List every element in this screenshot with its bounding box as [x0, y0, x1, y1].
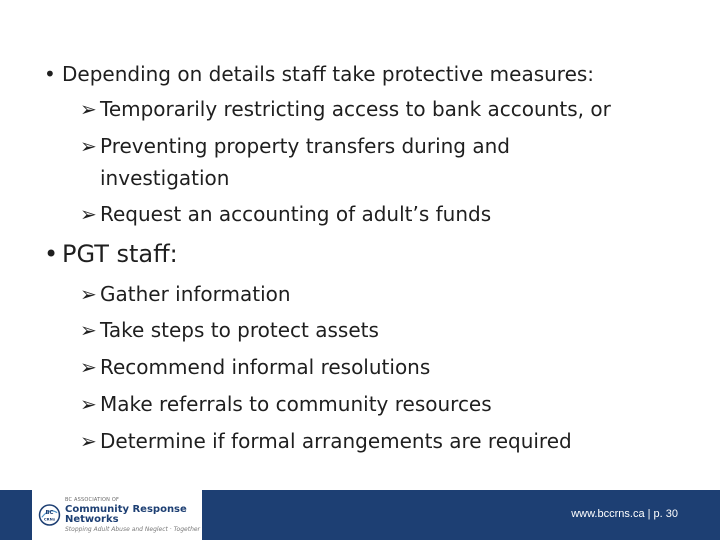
organization-logo — [32, 490, 202, 540]
subitem-1-2: ➢ Preventing property transfers during and — [80, 134, 510, 158]
subitem-2-3: ➢ Recommend informal resolutions — [80, 355, 431, 379]
logo-org-name: Community Response Networks — [64, 503, 187, 525]
arrow-bullet-icon: ➢ — [80, 134, 97, 158]
bullet-1-text: Depending on details staff take protective measures: — [62, 62, 595, 86]
arrow-bullet-icon: ➢ — [80, 392, 97, 416]
arrow-bullet-icon: ➢ — [80, 429, 97, 453]
subitem-1-1: ➢ Temporarily restricting access to bank accounts, or — [80, 97, 611, 121]
subitem-1-3: ➢ Request an accounting of adult’s funds — [80, 202, 492, 226]
subitem-2-1: ➢ Gather information — [80, 282, 291, 306]
svg-text:CRNs: CRNs — [43, 516, 56, 522]
bullet-1 — [44, 62, 594, 86]
crn-logo-icon — [38, 500, 61, 530]
bullet-2-text: PGT staff: — [62, 240, 178, 268]
footer-bar — [0, 490, 720, 540]
svg-text:BC: BC — [45, 510, 54, 517]
arrow-bullet-icon: ➢ — [80, 97, 97, 121]
logo-text — [65, 498, 202, 533]
arrow-bullet-icon: ➢ — [80, 202, 97, 226]
bullet-2 — [44, 240, 178, 268]
subitem-2-5: ➢ Determine if formal arrangements are required — [80, 429, 572, 453]
subitem-2-4: ➢ Make referrals to community resources — [80, 392, 492, 416]
arrow-bullet-icon: ➢ — [80, 355, 97, 379]
footer-url-page: www.bccrns.ca | p. 30 — [571, 508, 678, 520]
subitem-2-2: ➢ Take steps to protect assets — [80, 318, 379, 342]
arrow-bullet-icon: ➢ — [80, 282, 97, 306]
subitem-1-2-cont: investigation — [100, 166, 230, 190]
bullet-dot: • — [44, 62, 56, 86]
bullet-dot: • — [44, 240, 59, 268]
arrow-bullet-icon: ➢ — [80, 318, 97, 342]
logo-tagline: Stopping Adult Abuse and Neglect · Together — [64, 525, 201, 533]
logo-org-top: BC ASSOCIATION OF — [64, 496, 120, 503]
